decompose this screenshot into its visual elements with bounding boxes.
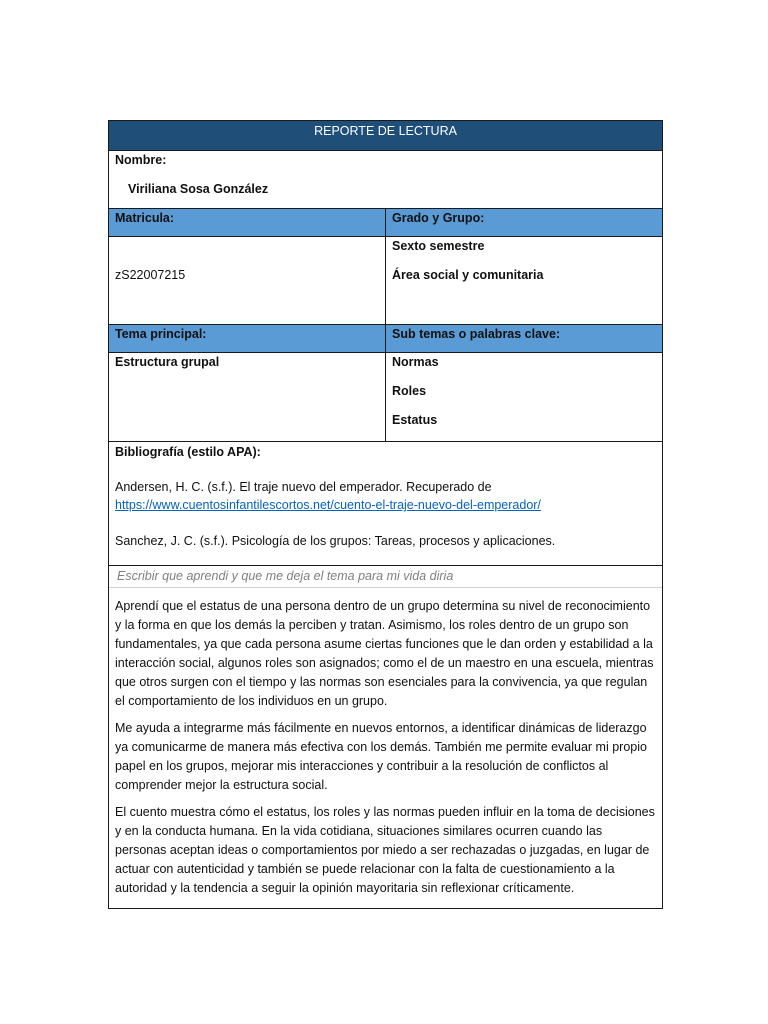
grado-header	[386, 209, 663, 237]
subtema-item: Roles	[392, 384, 427, 398]
tema-label: Tema principal:	[115, 327, 207, 341]
grado-line: Sexto semestre	[392, 239, 485, 253]
grado-label: Grado y Grupo:	[392, 211, 485, 225]
reading-report-table	[108, 120, 663, 909]
reflexion-prompt: Escribir que aprendi y que me deja el tema para mi vida diria	[109, 566, 662, 588]
subtemas-header	[386, 325, 663, 353]
name-cell	[109, 151, 663, 209]
name-label: Nombre:	[115, 153, 167, 167]
grado-line: Área social y comunitaria	[392, 268, 544, 282]
tema-value: Estructura grupal	[115, 355, 220, 369]
reflexion-paragraph: Me ayuda a integrarme más fácilmente en nuevos entornos, a identificar dinámicas de liderazgo ya comunicarme de manera más efectiva con los demás. También me permite evaluar mi propio papel en los grupos, mejorar mis interacciones y contribuir a la resolución de conflictos al comprender mejor la estructura social.	[115, 721, 647, 792]
matricula-cell	[109, 237, 386, 325]
tema-header	[109, 325, 386, 353]
tema-cell	[109, 353, 386, 442]
matricula-header	[109, 209, 386, 237]
bibliografia-link[interactable]: https://www.cuentosinfantilescortos.net/cuento-el-traje-nuevo-del-emperador/	[115, 498, 541, 512]
bibliografia-entry: Andersen, H. C. (s.f.). El traje nuevo del emperador. Recuperado de	[115, 480, 492, 494]
subtema-item: Estatus	[392, 413, 438, 427]
subtemas-cell	[386, 353, 663, 442]
reflexion-paragraph: Aprendí que el estatus de una persona dentro de un grupo determina su nivel de reconocimiento y la forma en que los demás la perciben y tratan. Asimismo, los roles dentro de un grupo son fundamentales, ya que cada persona asume ciertas funciones que le dan orden y estabilidad a la interacción social, algunos roles son asignados; como el de un maestro en una escuela, mientras que otros surgen con el tiempo y las normas son esenciales para la convivencia, ya que regulan el comportamiento de los individuos en un grupo.	[115, 599, 654, 708]
reflexion-cell	[109, 566, 663, 909]
document-page	[108, 120, 662, 909]
name-value: Viriliana Sosa González	[128, 182, 269, 196]
report-title-cell	[109, 121, 663, 151]
matricula-label: Matricula:	[115, 211, 175, 225]
bibliografia-entry: Sanchez, J. C. (s.f.). Psicología de los grupos: Tareas, procesos y aplicaciones.	[115, 534, 556, 548]
subtema-item: Normas	[392, 355, 439, 369]
subtemas-label: Sub temas o palabras clave:	[392, 327, 561, 341]
reflexion-paragraph: El cuento muestra cómo el estatus, los roles y las normas pueden influir en la toma de decisiones y en la conducta humana. En la vida cotidiana, situaciones similares ocurren cuando las personas aceptan ideas o comportamientos por miedo a ser rechazadas o juzgadas, en lugar de actuar con autenticidad y también se puede relacionar con la falta de cuestionamiento a la autoridad y la tendencia a seguir la opinión mayoritaria sin reflexionar críticamente.	[115, 805, 655, 895]
bibliografia-label: Bibliografía (estilo APA):	[115, 445, 261, 459]
grado-cell	[386, 237, 663, 325]
bibliografia-cell	[109, 442, 663, 566]
report-title: REPORTE DE LECTURA	[314, 124, 457, 138]
matricula-value: zS22007215	[115, 268, 186, 282]
